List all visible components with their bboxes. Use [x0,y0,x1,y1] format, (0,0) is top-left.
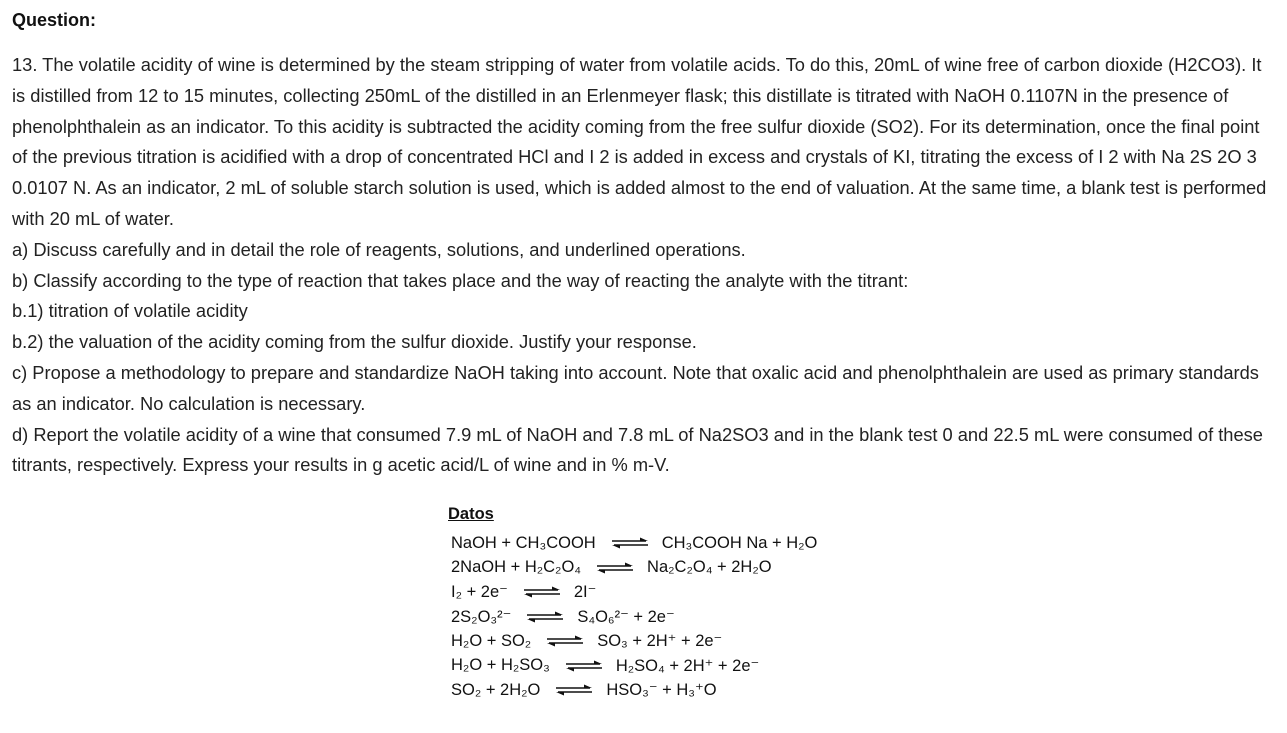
reaction-reactants: H₂O + H₂SO₃ [451,656,550,675]
reaction-row [448,654,817,679]
question-part-d: d) Report the volatile acidity of a wine that consumed 7.9 mL of NaOH and 7.8 mL of Na2SO3 and in the blank test 0 and 22.5 mL were consumed of these titrants, respectively. Express your results in g acetic acid/L of wine and in % m-V. [12,423,1263,476]
equilibrium-arrow-icon [525,611,565,623]
reaction-products: S₄O₆²⁻ + 2e⁻ [577,607,675,626]
reaction-row [448,531,817,556]
equilibrium-arrow-icon [522,586,562,598]
reaction-products: Na₂C₂O₄ + 2H₂O [647,558,772,577]
reaction-reactants: SO₂ + 2H₂O [451,680,541,699]
reaction-row [448,678,817,703]
reaction-row [448,580,817,605]
reaction-row [448,556,817,581]
datos-title: Datos [448,505,494,523]
equilibrium-arrow-icon [554,684,594,696]
reaction-reactants: 2NaOH + H₂C₂O₄ [451,558,582,577]
reaction-row [448,629,817,654]
reaction-reactants: NaOH + CH₃COOH [451,533,596,552]
reaction-products: 2I⁻ [573,583,597,602]
reaction-row [448,605,817,630]
reaction-products: HSO₃⁻ + H₃⁺O [606,681,717,700]
question-part-c: c) Propose a methodology to prepare and standardize NaOH taking into account. Note that oxalic acid and phenolphthalein are used as primary standards as an indicator. No calculation is necessary. [12,361,1259,414]
equilibrium-arrow-icon [610,537,650,549]
question-body [12,50,1274,481]
question-heading: Question: [12,10,96,30]
reaction-products: H₂SO₄ + 2H⁺ + 2e⁻ [615,656,760,675]
reaction-reactants: H₂O + SO₂ [451,631,532,650]
datos-figure [448,505,817,703]
question-intro: 13. The volatile acidity of wine is determined by the steam stripping of water from volatile acids. To do this, 20mL of wine free of carbon dioxide (H2CO3). It is distilled from 12 to 15 minutes, collecting 250mL of the distilled in an Erlenmeyer flask; this distillate is titrated with NaOH 0.1107N in the presence of phenolphthalein as an indicator. To this acidity is subtracted the acidity coming from the free sulfur dioxide (SO2). For its determination, once the final point of the previous titration is acidified with a drop of concentrated HCl and I 2 is added in excess and crystals of KI, titrating the excess of I 2 with Na 2S 2O 3 0.0107 N. As an indicator, 2 mL of soluble starch solution is used, which is added almost to the end of valuation. At the same time, a blank test is performed with 20 mL of water. [12,54,1267,229]
reaction-reactants: I₂ + 2e⁻ [451,583,508,602]
equilibrium-arrow-icon [545,635,585,647]
question-part-b: b) Classify according to the type of reaction that takes place and the way of reacting the analyte with the titrant: [12,269,909,291]
reaction-products: SO₃ + 2H⁺ + 2e⁻ [597,632,723,651]
question-part-b2: b.2) the valuation of the acidity coming from the sulfur dioxide. Justify your response. [12,331,697,353]
reaction-reactants: 2S₂O₃²⁻ [451,607,512,626]
question-part-a: a) Discuss carefully and in detail the role of reagents, solutions, and underlined operations. [12,238,746,260]
reaction-products: CH₃COOH Na + H₂O [661,533,818,552]
equilibrium-arrow-icon [564,660,604,672]
question-part-b1: b.1) titration of volatile acidity [12,300,248,322]
equilibrium-arrow-icon [595,562,635,574]
